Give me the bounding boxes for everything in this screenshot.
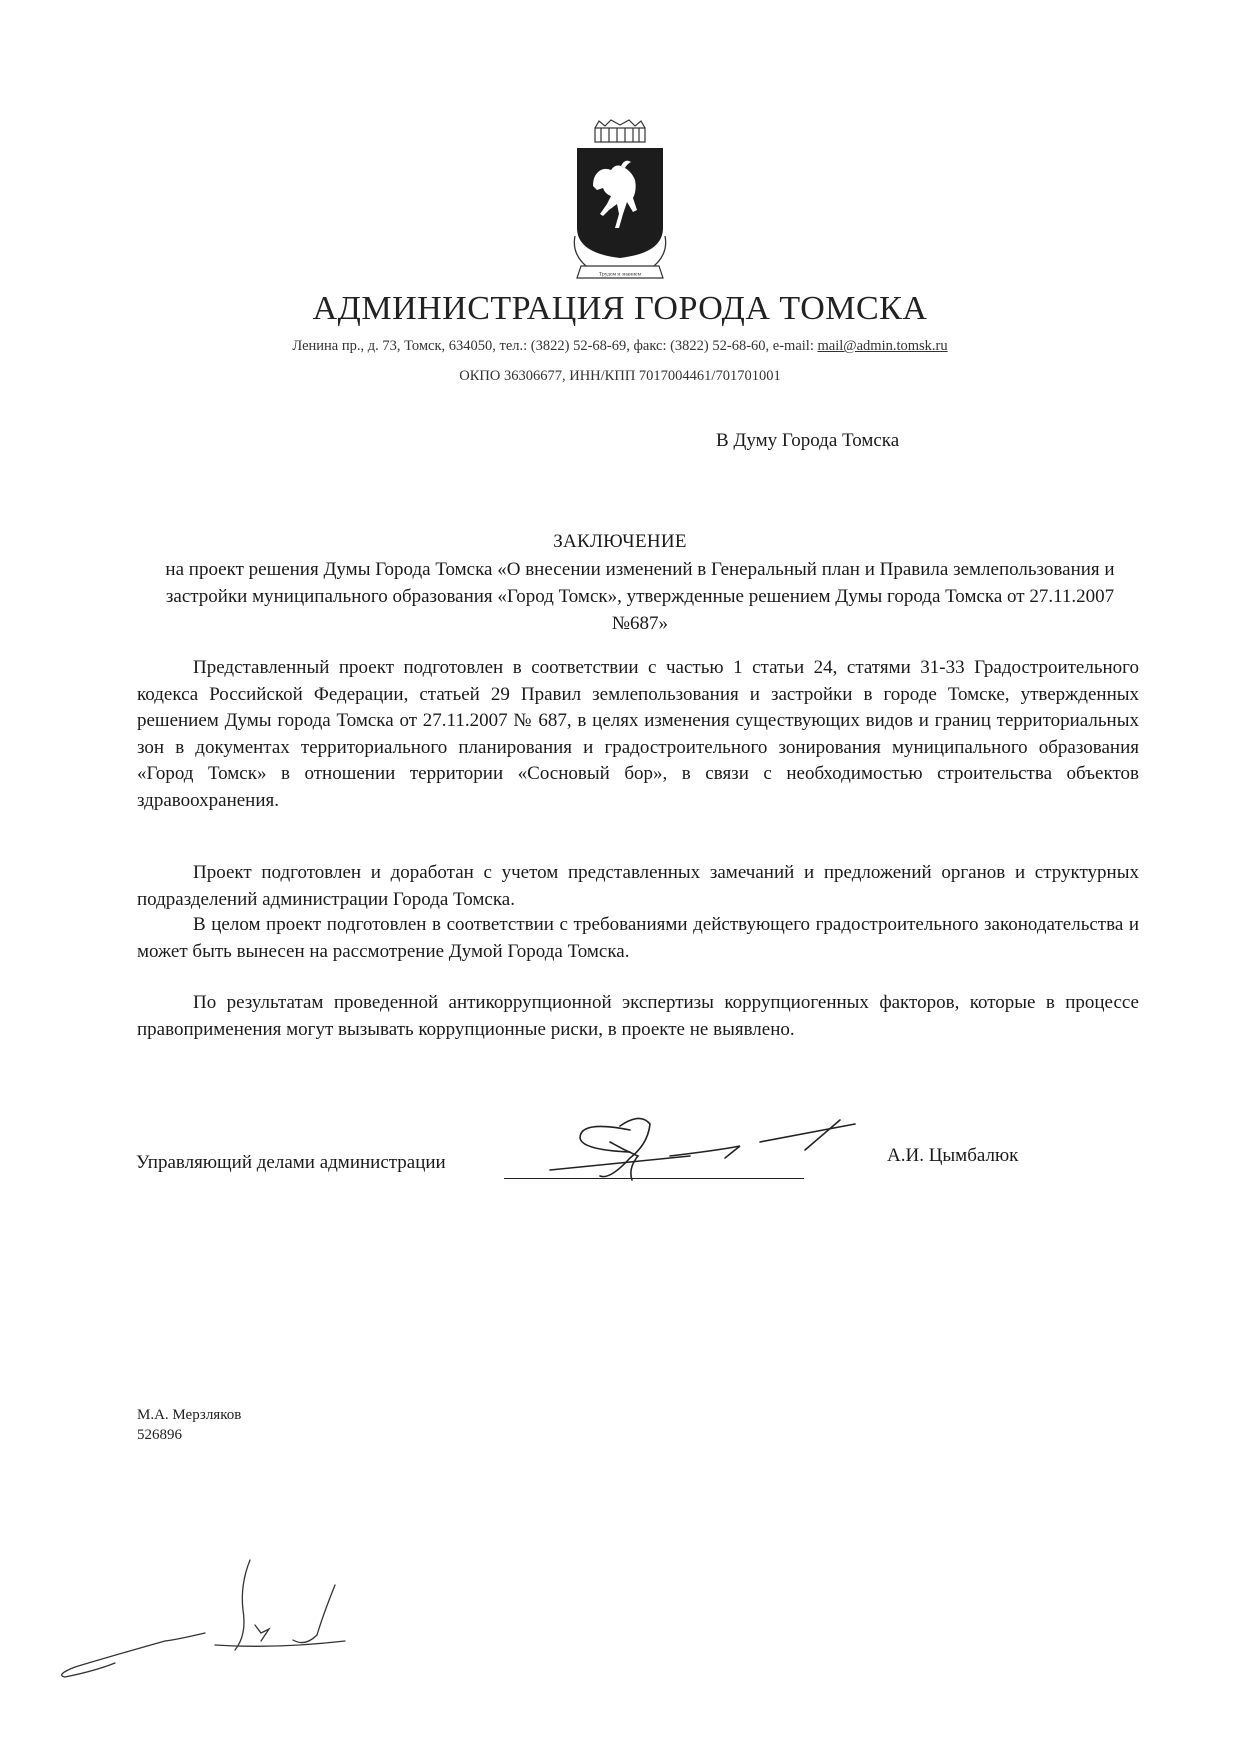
document-title: ЗАКЛЮЧЕНИЕ [553,531,687,552]
emblem-motto: Трудом и знанием [598,271,642,278]
executor-phone: 526896 [137,1427,182,1443]
crown-icon [595,120,645,142]
body-paragraph-4 [137,990,1139,1043]
signer-position: Управляющий делами администрации [136,1152,446,1173]
address-text: Ленина пр., д. 73, Томск, 634050, тел.: (3822) 52-68-69, факс: (3822) 52-68-60, e-mail: [292,338,818,354]
body-paragraph-2 [137,860,1139,913]
document-subtitle: на проект решения Думы Города Томска «О внесении изменений в Генеральный план и Правила землепользования и застройки муниципального образования «Город Томск», утвержденные решением Думы города Томска от 27.11.2007 №687» [165,559,1115,634]
recipient: В Думу Города Томска [716,430,900,451]
paragraph-text: По результатам проведенной антикоррупционной экспертизы коррупциогенных факторов, которые в процессе правоприменения могут вызывать коррупционные риски, в проекте не выявлено. [137,992,1139,1040]
body-paragraph-3 [137,912,1139,965]
org-title: АДМИНИСТРАЦИЯ ГОРОДА ТОМСКА [312,290,928,327]
paragraph-text: Представленный проект подготовлен в соответствии с частью 1 статьи 24, статями 31-33 Градостроительного кодекса Российской Федерации, статьей 29 Правил землепользования и застройки в городе Томске, утвержденных решением Думы города Томска от 27.11.2007 № 687, в целях изменения существующих видов и границ территориальных зон в документах территориального планирования и градостроительного зонирования муниципального образования «Город Томск» в отношении территории «Сосновый бор», в связи с необходимостью строительства объектов здравоохранения. [137,657,1139,811]
body-paragraph-1 [137,655,1139,814]
org-address [0,338,1240,355]
org-codes: ОКПО 36306677, ИНН/КПП 7017004461/701701001 [459,368,781,384]
handwritten-signature [520,1110,880,1200]
paragraph-text: В целом проект подготовлен в соответствии с требованиями действующего градостроительного законодательства и может быть вынесен на рассмотрение Думой Города Томска. [137,914,1139,962]
executor-name: М.А. Мерзляков [137,1407,242,1423]
signer-name: А.И. Цымбалюк [887,1145,1019,1166]
city-emblem [565,118,675,290]
executor-block [137,1405,241,1445]
handwritten-mark [55,1555,375,1695]
email-link[interactable]: mail@admin.tomsk.ru [817,338,948,354]
paragraph-text: Проект подготовлен и доработан с учетом представленных замечаний и предложений органов и структурных подразделений администрации Города Томска. [137,862,1139,910]
